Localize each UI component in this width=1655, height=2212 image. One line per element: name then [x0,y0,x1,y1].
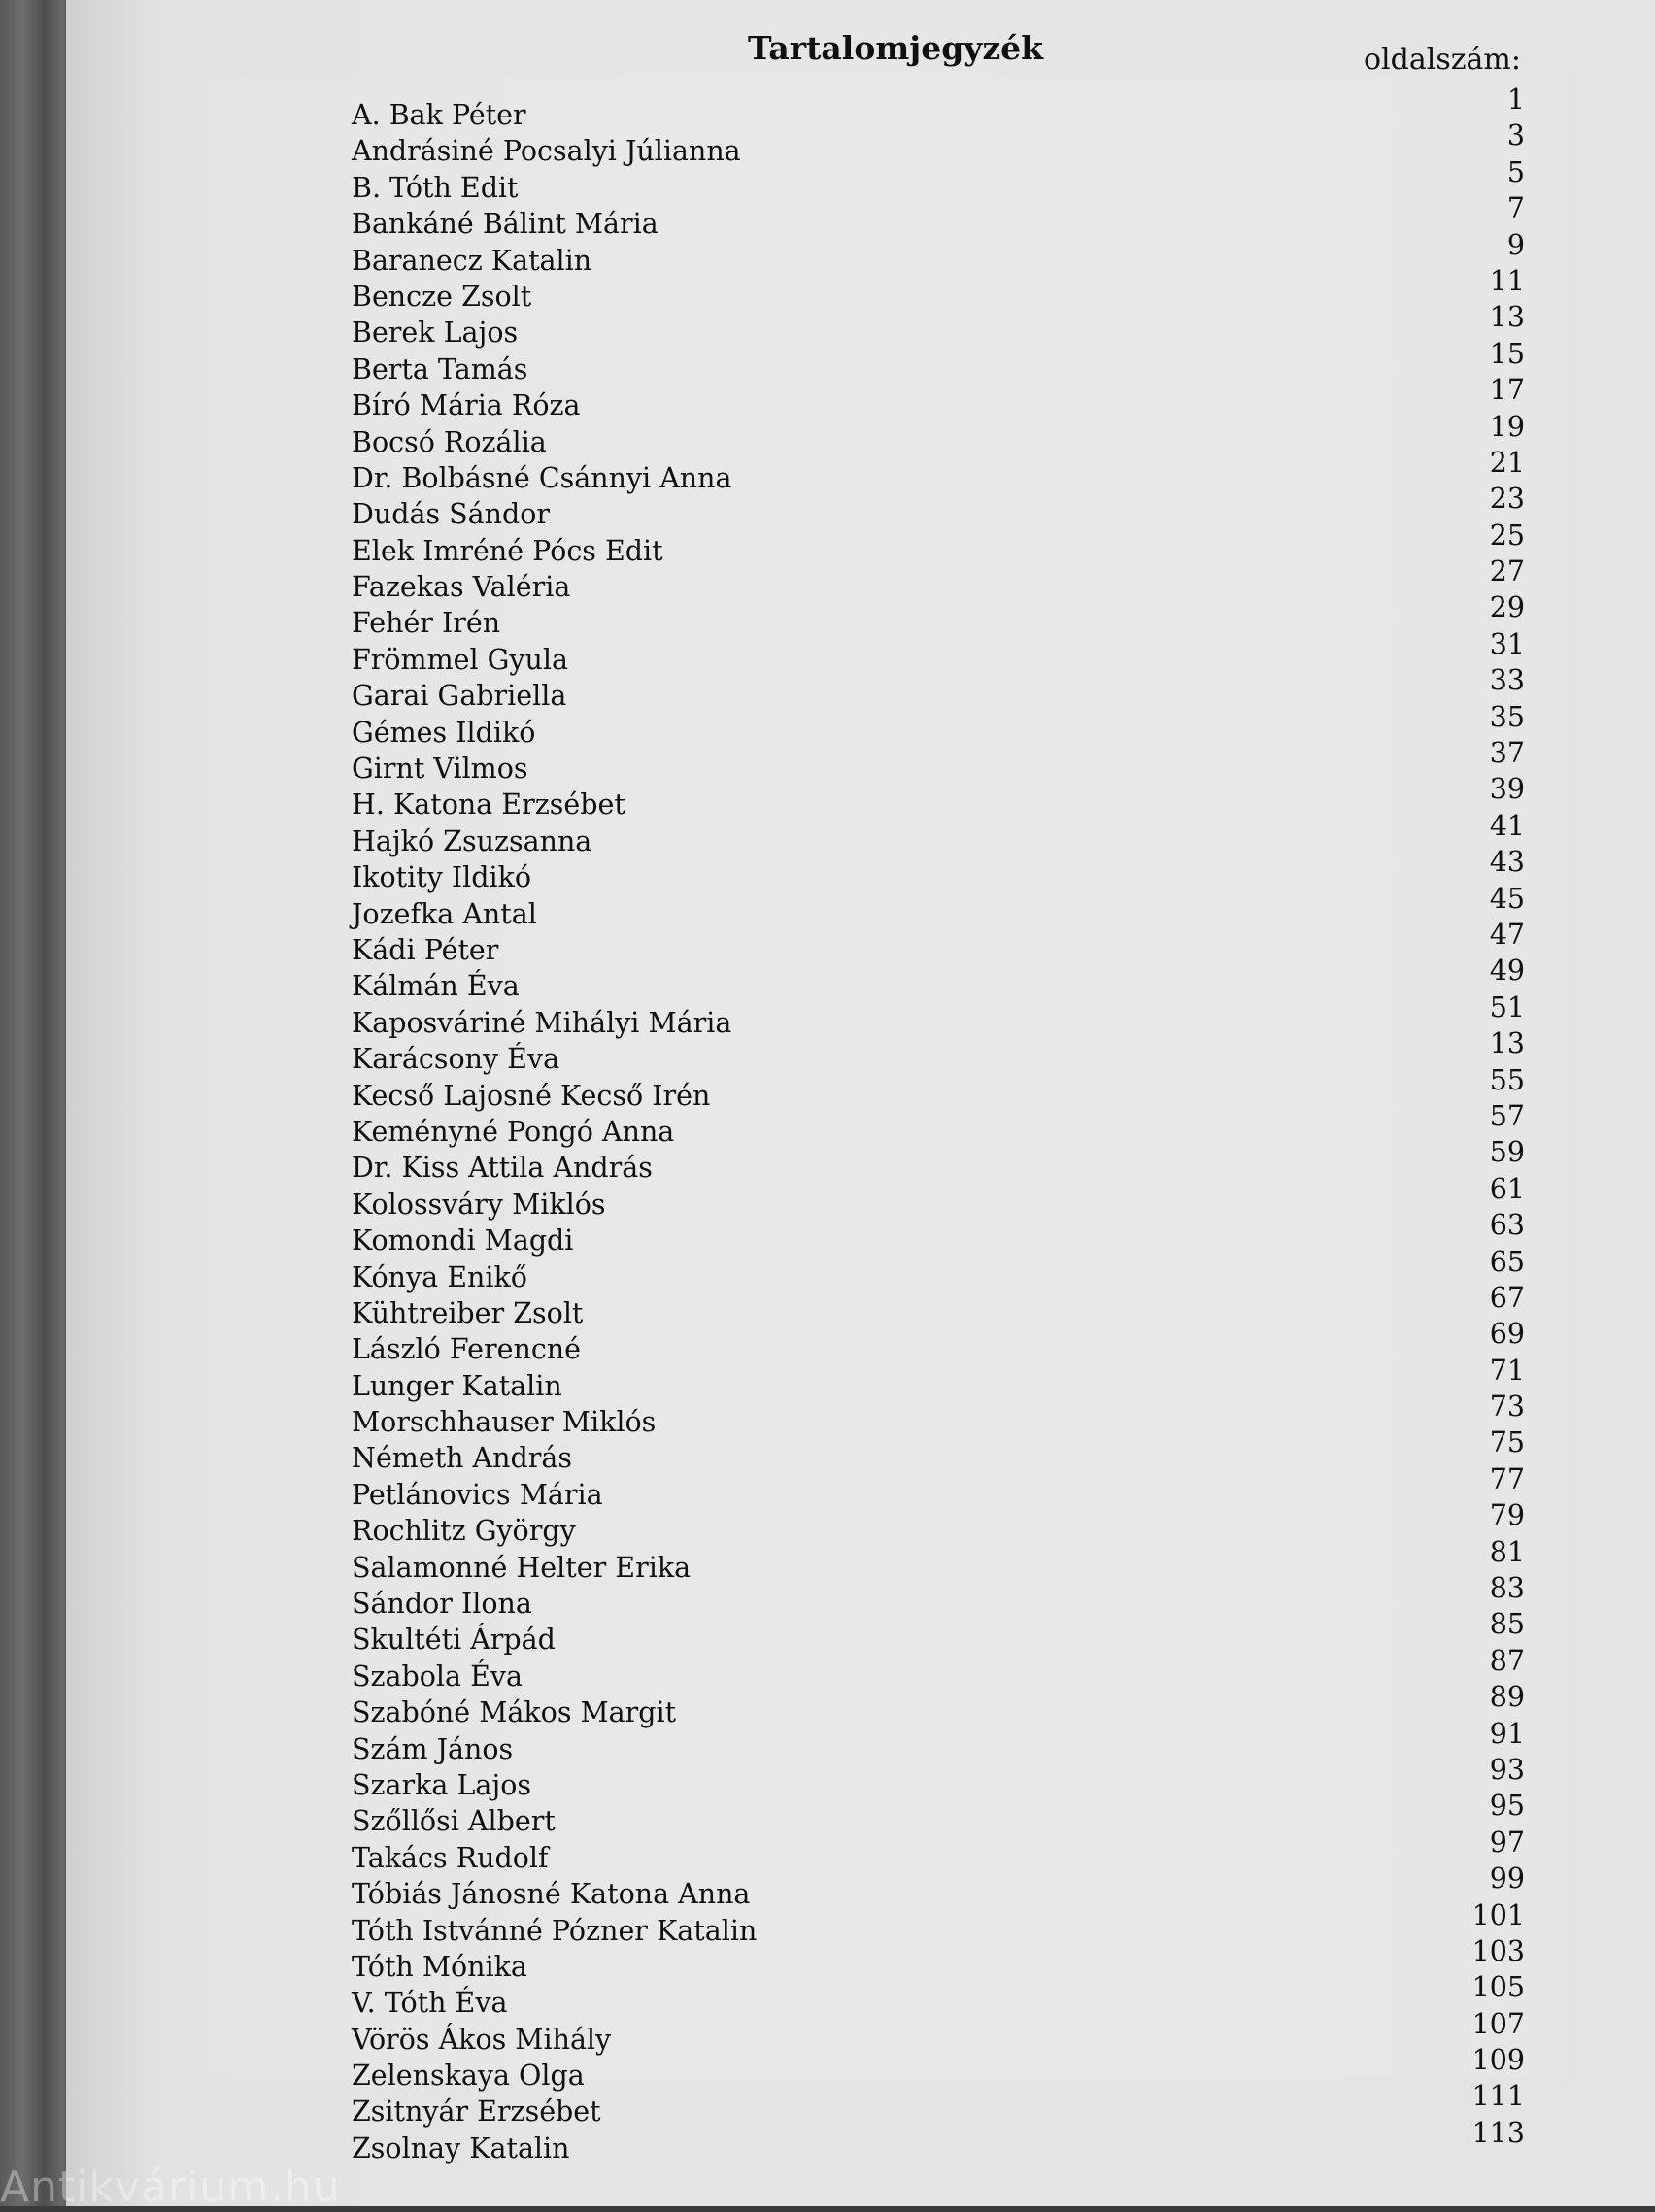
toc-entry [66,315,1655,351]
toc-entry [66,1440,1655,1476]
toc-entry-name: B. Tóth Edit [352,170,519,206]
toc-entry [66,387,1655,423]
toc-entry-page-number: 69 [1437,1316,1525,1352]
toc-entry-name: Sándor Ilona [352,1586,532,1622]
toc-entry-name: Gémes Ildikó [352,715,535,751]
toc-entry-name: Kálmán Éva [352,968,520,1004]
toc-entry-name: Baranecz Katalin [352,243,591,279]
toc-entry-page-number: 91 [1437,1716,1525,1752]
toc-entry-page-number: 51 [1437,989,1525,1025]
toc-entry-name: Morschhauser Miklós [352,1404,656,1440]
toc-entry [66,1622,1655,1658]
toc-entry-page-number: 111 [1437,2078,1525,2114]
toc-entry-name: Takács Rudolf [352,1840,549,1876]
toc-entry [66,133,1655,169]
toc-entry [66,1659,1655,1694]
toc-entry [66,170,1655,206]
toc-entry-name: Kecső Lajosné Kecső Irén [352,1078,710,1114]
toc-entry-name: Kónya Enikő [352,1259,527,1295]
toc-entry [66,1005,1655,1041]
toc-entry [66,569,1655,605]
toc-entry-name: Zsitnyár Erzsébet [352,2094,601,2129]
toc-entry [66,823,1655,859]
toc-entry-page-number: 17 [1437,372,1525,408]
toc-entry-page-number: 71 [1437,1353,1525,1389]
toc-entry [66,1731,1655,1767]
toc-entry-page-number: 21 [1437,445,1525,481]
toc-entry-name: A. Bak Péter [352,97,526,133]
toc-entry [66,751,1655,787]
toc-entry [66,1331,1655,1367]
toc-entry-page-number: 55 [1437,1062,1525,1098]
toc-entry [66,1513,1655,1549]
toc-entry [66,1223,1655,1258]
toc-entry-name: Szabola Éva [352,1659,523,1694]
page-number-column-header: oldalszám: [1364,43,1521,77]
toc-entry [66,279,1655,315]
watermark: Antikvárium.hu [0,2162,341,2212]
toc-entry [66,1150,1655,1186]
toc-entry-name: V. Tóth Éva [352,1985,507,2021]
toc-entry-page-number: 9 [1437,227,1525,263]
toc-entry [66,1913,1655,1949]
toc-entry [66,1840,1655,1876]
book-spine [0,0,74,2206]
toc-entry-name: Bocsó Rozália [352,424,547,460]
toc-entry-page-number: 19 [1437,409,1525,445]
toc-entry [66,1295,1655,1331]
toc-entry-page-number: 11 [1437,263,1525,299]
toc-entry [66,1550,1655,1586]
toc-entry-page-number: 13 [1437,299,1525,335]
toc-entry-name: Tóth Istvánné Pózner Katalin [352,1913,757,1949]
toc-entry [66,206,1655,242]
toc-entry-page-number: 73 [1437,1389,1525,1424]
toc-entry-name: Ikotity Ildikó [352,859,531,895]
toc-entry [66,859,1655,895]
toc-entry-page-number: 33 [1437,662,1525,698]
toc-entry-name: Szarka Lajos [352,1767,531,1803]
toc-entry-name: Keményné Pongó Anna [352,1114,674,1150]
toc-entry-page-number: 99 [1437,1860,1525,1896]
toc-entry-name: Berta Tamás [352,352,527,387]
toc-entry [66,1985,1655,2021]
toc-entry-page-number: 89 [1437,1679,1525,1715]
toc-entry-page-number: 79 [1437,1497,1525,1533]
toc-entry-name: Bankáné Bálint Mária [352,206,659,242]
toc-entry-page-number: 37 [1437,735,1525,771]
toc-entry-name: Bíró Mária Róza [352,387,581,423]
toc-entry-page-number: 83 [1437,1570,1525,1606]
toc-entry-name: Lunger Katalin [352,1368,562,1404]
toc-entry-page-number: 75 [1437,1424,1525,1460]
toc-entry-page-number: 45 [1437,881,1525,917]
toc-entry-name: Szabóné Mákos Margit [352,1694,676,1730]
toc-entry-page-number: 109 [1437,2042,1525,2078]
toc-entry-name: Petlánovics Mária [352,1477,603,1513]
toc-entry-name: Dr. Bolbásné Csánnyi Anna [352,460,732,496]
toc-entry [66,1114,1655,1150]
toc-entry [66,1876,1655,1912]
toc-entry-page-number: 81 [1437,1534,1525,1570]
toc-entry-page-number: 31 [1437,626,1525,662]
toc-entry [66,896,1655,932]
toc-entry [66,1187,1655,1223]
toc-entry-name: Szám János [352,1731,513,1767]
toc-entry [66,97,1655,133]
toc-entry-name: Dudás Sándor [352,496,550,532]
toc-entry-page-number: 35 [1437,699,1525,735]
toc-entry [66,533,1655,569]
toc-entry-name: Kühtreiber Zsolt [352,1295,583,1331]
document-page [66,0,1655,2206]
toc-entry-page-number: 3 [1437,117,1525,153]
toc-entry-name: H. Katona Erzsébet [352,787,625,822]
toc-entry-page-number: 107 [1437,2006,1525,2042]
toc-entry [66,460,1655,496]
toc-entry-page-number: 61 [1437,1171,1525,1207]
toc-entry [66,1586,1655,1622]
toc-entry-page-number: 59 [1437,1134,1525,1170]
toc-entry [66,496,1655,532]
toc-entry-name: Szőllősi Albert [352,1803,556,1839]
toc-entry [66,424,1655,460]
toc-entry-name: Kolossváry Miklós [352,1187,606,1223]
toc-entry-page-number: 1 [1437,82,1525,117]
toc-entry-page-number: 87 [1437,1643,1525,1679]
toc-entry-page-number: 23 [1437,481,1525,517]
toc-entry [66,1259,1655,1295]
toc-entry [66,932,1655,968]
toc-entry-page-number: 15 [1437,336,1525,372]
toc-entry-page-number: 85 [1437,1606,1525,1642]
toc-entry-page-number: 101 [1437,1897,1525,1933]
toc-entry [66,1404,1655,1440]
toc-entry-name: Tóth Mónika [352,1949,527,1985]
toc-entry-page-number: 5 [1437,154,1525,190]
toc-entry-page-number: 93 [1437,1752,1525,1788]
toc-entry [66,243,1655,279]
toc-entry-name: Zsolnay Katalin [352,2130,570,2166]
toc-entry [66,1078,1655,1114]
toc-entry-page-number: 95 [1437,1788,1525,1824]
toc-entry-page-number: 65 [1437,1244,1525,1280]
toc-entry-name: Karácsony Éva [352,1041,559,1077]
toc-entry-page-number: 105 [1437,1969,1525,2005]
toc-entry-page-number: 97 [1437,1825,1525,1860]
table-of-contents [66,97,1655,2166]
toc-entry-page-number: 103 [1437,1933,1525,1969]
toc-entry [66,715,1655,751]
toc-entry-name: Andrásiné Pocsalyi Júlianna [352,133,741,169]
toc-entry [66,1477,1655,1513]
toc-entry-page-number: 27 [1437,553,1525,589]
toc-entry [66,642,1655,678]
toc-entry [66,2130,1655,2166]
toc-entry-name: Németh András [352,1440,572,1476]
page-title: Tartalomjegyzék [748,29,1043,67]
toc-entry [66,1767,1655,1803]
toc-entry-name: Salamonné Helter Erika [352,1550,691,1586]
toc-entry-name: Elek Imréné Pócs Edit [352,533,663,569]
toc-entry-page-number: 7 [1437,190,1525,226]
toc-entry-page-number: 43 [1437,844,1525,880]
toc-entry-name: Hajkó Zsuzsanna [352,823,591,859]
toc-entry-name: Jozefka Antal [352,896,537,932]
toc-entry-name: Komondi Magdi [352,1223,573,1258]
toc-entry-name: Dr. Kiss Attila András [352,1150,653,1186]
toc-entry-name: Kaposváriné Mihályi Mária [352,1005,731,1041]
toc-entry [66,1368,1655,1404]
toc-entry [66,1949,1655,1985]
toc-entry-name: Girnt Vilmos [352,751,528,787]
toc-entry [66,2094,1655,2129]
toc-entry-name: Tóbiás Jánosné Katona Anna [352,1876,750,1912]
toc-entry-page-number: 13 [1437,1025,1525,1061]
toc-entry-name: Berek Lajos [352,315,518,351]
toc-entry-page-number: 39 [1437,771,1525,807]
toc-entry-page-number: 29 [1437,589,1525,625]
toc-entry [66,678,1655,714]
toc-entry-page-number: 49 [1437,953,1525,989]
toc-entry [66,352,1655,387]
toc-entry [66,1041,1655,1077]
toc-entry-page-number: 67 [1437,1280,1525,1316]
toc-entry [66,605,1655,641]
toc-entry-name: Bencze Zsolt [352,279,531,315]
toc-entry-name: Kádi Péter [352,932,498,968]
toc-entry-name: Vörös Ákos Mihály [352,2022,611,2058]
toc-entry-name: Rochlitz György [352,1513,576,1549]
toc-entry-page-number: 77 [1437,1461,1525,1497]
toc-entry [66,968,1655,1004]
toc-entry [66,1694,1655,1730]
toc-entry [66,787,1655,822]
toc-entry [66,2022,1655,2058]
toc-entry [66,2058,1655,2094]
toc-entry-name: Fehér Irén [352,605,500,641]
toc-entry-page-number: 41 [1437,808,1525,844]
toc-entry-name: Skultéti Árpád [352,1622,556,1658]
toc-entry-page-number: 25 [1437,518,1525,553]
toc-entry-name: László Ferencné [352,1331,581,1367]
toc-entry-page-number: 57 [1437,1098,1525,1134]
toc-entry [66,1803,1655,1839]
toc-entry-name: Garai Gabriella [352,678,566,714]
toc-entry-name: Zelenskaya Olga [352,2058,585,2094]
toc-entry-page-number: 47 [1437,917,1525,953]
toc-entry-name: Fazekas Valéria [352,569,570,605]
toc-entry-page-number: 113 [1437,2115,1525,2151]
toc-entry-name: Frömmel Gyula [352,642,568,678]
toc-entry-page-number: 63 [1437,1207,1525,1243]
